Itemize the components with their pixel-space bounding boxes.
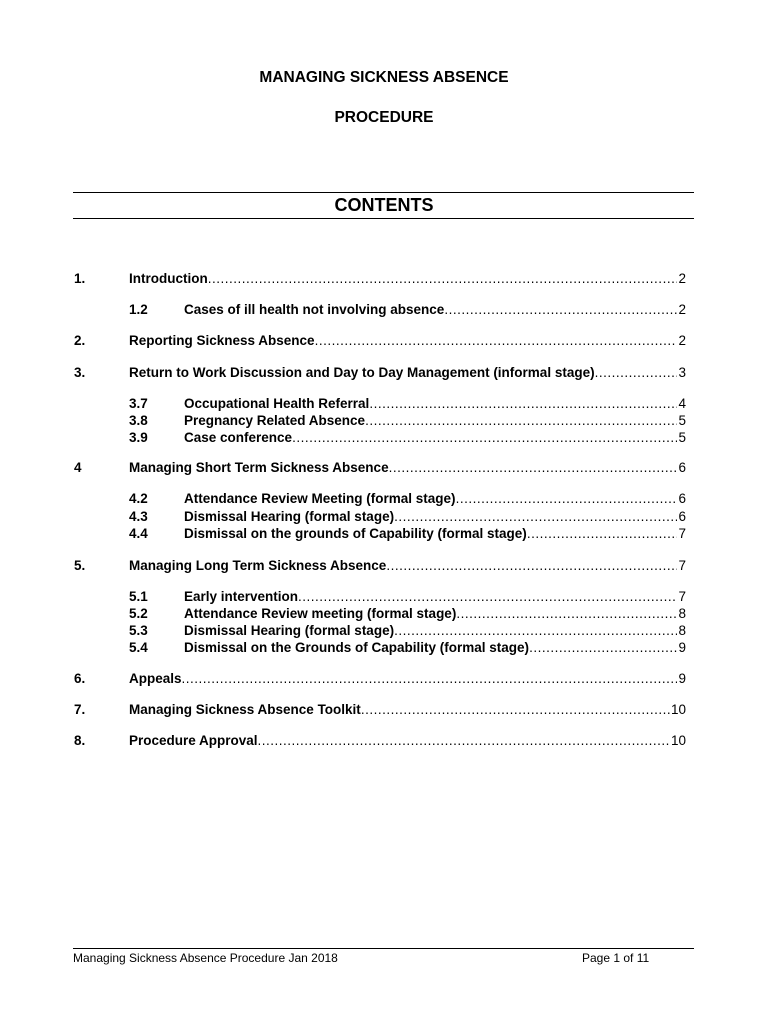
toc-leader-dots — [529, 639, 677, 656]
toc-entry-title: Reporting Sickness Absence — [129, 333, 315, 348]
toc-entry-number: 3.9 — [129, 430, 148, 445]
toc-leader-dots — [365, 412, 677, 429]
toc-entry-page: 7 — [678, 526, 686, 541]
toc-entry-title: Managing Sickness Absence Toolkit — [129, 702, 361, 717]
toc-entry-page: 5 — [678, 413, 686, 428]
toc-entry-title: Managing Short Term Sickness Absence — [129, 460, 389, 475]
toc-entry-page: 6 — [678, 460, 686, 475]
toc-entry[interactable] — [0, 270, 768, 287]
toc-leader-dots — [361, 701, 670, 718]
toc-entry-title: Managing Long Term Sickness Absence — [129, 558, 387, 573]
toc-entry-number: 5.2 — [129, 606, 148, 621]
toc-subentry[interactable] — [0, 395, 768, 412]
toc-entry-title: Return to Work Discussion and Day to Day Management (informal stage) — [129, 365, 595, 380]
toc-entry-page: 2 — [678, 302, 686, 317]
toc-entry[interactable] — [0, 732, 768, 749]
toc-leader-dots — [369, 395, 677, 412]
toc-entry-number: 8. — [74, 733, 86, 748]
toc-entry-page: 3 — [678, 365, 686, 380]
toc-entry-number: 2. — [74, 333, 86, 348]
toc-entry-page: 8 — [678, 606, 686, 621]
toc-entry-number: 5.3 — [129, 623, 148, 638]
footer-document-name: Managing Sickness Absence Procedure Jan 2018 — [73, 951, 338, 965]
toc-entry[interactable] — [0, 670, 768, 687]
toc-entry-title: Dismissal Hearing (formal stage) — [184, 509, 395, 524]
toc-entry-title: Dismissal on the Grounds of Capability (formal stage) — [184, 640, 530, 655]
toc-entry-number: 4.3 — [129, 509, 148, 524]
toc-subentry[interactable] — [0, 490, 768, 507]
toc-subentry[interactable] — [0, 429, 768, 446]
toc-entry-title: Pregnancy Related Absence — [184, 413, 366, 428]
toc-entry-page: 4 — [678, 396, 686, 411]
contents-bottom-rule — [73, 218, 694, 219]
toc-leader-dots — [298, 588, 677, 605]
toc-subentry[interactable] — [0, 639, 768, 656]
toc-entry-number: 3.8 — [129, 413, 148, 428]
toc-subentry[interactable] — [0, 588, 768, 605]
toc-entry-number: 1. — [74, 271, 86, 286]
toc-entry-page: 6 — [678, 491, 686, 506]
toc-entry-title: Attendance Review meeting (formal stage) — [184, 606, 457, 621]
toc-subentry[interactable] — [0, 622, 768, 639]
toc-leader-dots — [394, 622, 677, 639]
toc-entry[interactable] — [0, 332, 768, 349]
toc-leader-dots — [389, 459, 678, 476]
toc-leader-dots — [527, 525, 678, 542]
footer-rule — [73, 948, 694, 949]
toc-entry-number: 3. — [74, 365, 86, 380]
toc-entry-title: Attendance Review Meeting (formal stage) — [184, 491, 456, 506]
toc-leader-dots — [595, 364, 678, 381]
toc-entry[interactable] — [0, 364, 768, 381]
toc-entry-title: Case conference — [184, 430, 293, 445]
toc-entry[interactable] — [0, 557, 768, 574]
toc-entry-page: 10 — [670, 733, 686, 748]
toc-entry-title: Introduction — [129, 271, 208, 286]
toc-leader-dots — [394, 508, 677, 525]
toc-leader-dots — [456, 490, 678, 507]
toc-entry-number: 3.7 — [129, 396, 148, 411]
toc-subentry[interactable] — [0, 301, 768, 318]
footer-page-number: Page 1 of 11 — [582, 951, 650, 965]
contents-top-rule — [73, 192, 694, 193]
document-title: MANAGING SICKNESS ABSENCE — [259, 69, 509, 86]
toc-entry-number: 6. — [74, 671, 86, 686]
toc-subentry[interactable] — [0, 412, 768, 429]
toc-entry-title: Dismissal Hearing (formal stage) — [184, 623, 395, 638]
toc-leader-dots — [386, 557, 677, 574]
toc-entry-page: 2 — [678, 333, 686, 348]
toc-entry-page: 6 — [678, 509, 686, 524]
toc-entry-number: 4.2 — [129, 491, 148, 506]
toc-subentry[interactable] — [0, 525, 768, 542]
toc-entry[interactable] — [0, 701, 768, 718]
toc-entry-title: Dismissal on the grounds of Capability (formal stage) — [184, 526, 527, 541]
contents-heading: CONTENTS — [334, 195, 434, 215]
toc-entry-page: 5 — [678, 430, 686, 445]
toc-entry-title: Procedure Approval — [129, 733, 258, 748]
toc-leader-dots — [208, 270, 678, 287]
toc-entry-page: 8 — [678, 623, 686, 638]
toc-leader-dots — [292, 429, 677, 446]
toc-entry-number: 5.1 — [129, 589, 148, 604]
toc-entry-number: 5. — [74, 558, 86, 573]
toc-entry[interactable] — [0, 459, 768, 476]
toc-entry-page: 2 — [678, 271, 686, 286]
toc-entry-title: Cases of ill health not involving absence — [184, 302, 445, 317]
toc-entry-title: Early intervention — [184, 589, 299, 604]
toc-leader-dots — [182, 670, 678, 687]
toc-entry-page: 9 — [678, 640, 686, 655]
toc-leader-dots — [456, 605, 677, 622]
toc-entry-number: 4.4 — [129, 526, 148, 541]
toc-entry-title: Occupational Health Referral — [184, 396, 370, 411]
toc-entry-page: 7 — [678, 558, 686, 573]
toc-entry-number: 5.4 — [129, 640, 148, 655]
toc-entry-page: 9 — [678, 671, 686, 686]
toc-entry-number: 1.2 — [129, 302, 148, 317]
toc-entry-title: Appeals — [129, 671, 182, 686]
toc-subentry[interactable] — [0, 605, 768, 622]
document-subtitle: PROCEDURE — [334, 109, 434, 126]
toc-subentry[interactable] — [0, 508, 768, 525]
toc-leader-dots — [315, 332, 678, 349]
toc-entry-page: 7 — [678, 589, 686, 604]
toc-leader-dots — [444, 301, 677, 318]
toc-entry-number: 4 — [74, 460, 82, 475]
toc-entry-page: 10 — [670, 702, 686, 717]
toc-leader-dots — [258, 732, 670, 749]
toc-entry-number: 7. — [74, 702, 86, 717]
